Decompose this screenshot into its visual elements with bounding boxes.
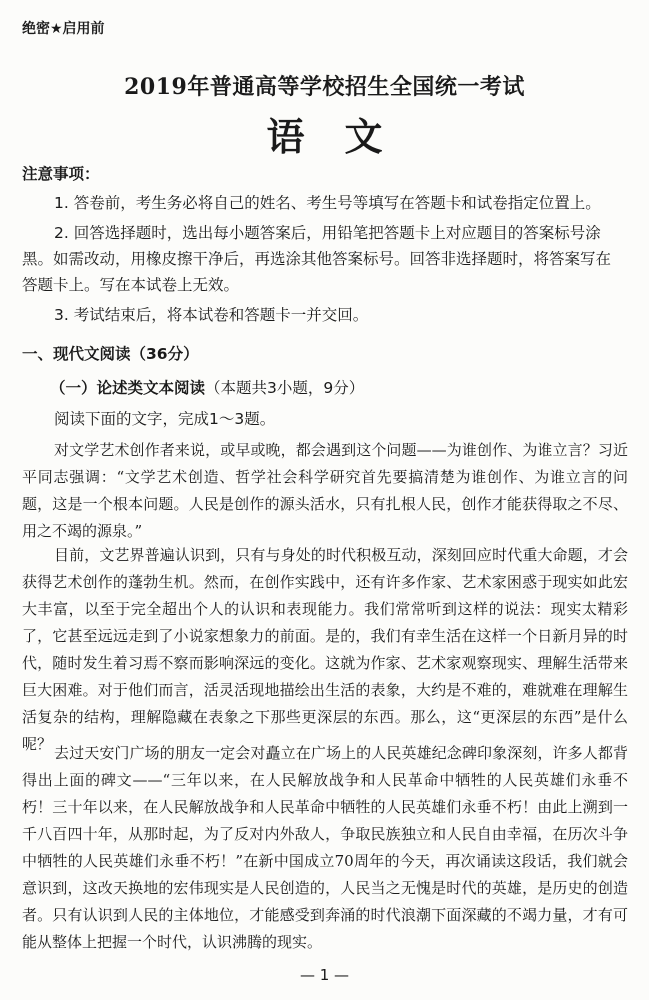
subsection-title <box>50 376 364 398</box>
exam-title: 2019年普通高等学校招生全国统一考试 <box>124 74 525 100</box>
notice-heading: 注意事项： <box>22 165 100 183</box>
subsection-name: （一）论述类文本阅读 <box>50 379 206 397</box>
secret-label: 绝密★启用前 <box>22 21 105 37</box>
passage-paragraph: 去过天安门广场的朋友一定会对矗立在广场上的人民英雄纪念碑印象深刻，许多人都背得出上面的碑文——“三年以来，在人民解放战争和人民革命中牺牲的人民英雄们永垂不朽！三十年以来，在人民解放战争和人民革命中牺牲的人民英雄们永垂不朽！由此上溯到一千八百四十年，从那时起，为了反对内外敌人，争取民族独立和人民自由幸福，在历次斗争中牺牲的人民英雄们永垂不朽！”在新中国成立70周年的今天，再次诵读这段话，我们就会意识到，这改天换地的宏伟现实是人民创造的，人民当之无愧是时代的英雄，是历史的创造者。只有认识到人民的主体地位，才能感受到奔涌的时代浪潮下面深藏的不竭力量，才有可能从整体上把握一个时代，认识沸腾的现实。 <box>22 744 628 951</box>
reading-instruction: 阅读下面的文字，完成1～3题。 <box>54 410 276 428</box>
page-number: — 1 — <box>299 966 350 984</box>
subsection-note: （本题共3小题，9分） <box>205 379 365 397</box>
subject-title: 语文 <box>266 114 423 159</box>
notice-item-1: 1. 答卷前，考生务必将自己的姓名、考生号等填写在答题卡和试卷指定位置上。 <box>54 194 601 212</box>
section-title: 一、现代文阅读（36分） <box>22 345 199 363</box>
notice-item-3: 3. 考试结束后，将本试卷和答题卡一并交回。 <box>54 306 369 324</box>
passage-paragraph: 目前，文艺界普遍认识到，只有与身处的时代积极互动，深刻回应时代重大命题，才会获得艺术创作的蓬勃生机。然而，在创作实践中，还有许多作家、艺术家困惑于现实如此宏大丰富，以至于完全超出个人的认识和表现能力。我们常常听到这样的说法：现实太精彩了，它甚至远远走到了小说家想象力的前面。是的，我们有幸生活在这样一个日新月异的时代，随时发生着习焉不察而影响深远的变化。这就为作家、艺术家观察现实、理解生活带来巨大困难。对于他们而言，活灵活现地描绘出生活的表象，大约是不难的，难就难在理解生活复杂的结构，理解隐藏在表象之下那些更深层的东西。那么，这“更深层的东西”是什么呢？ <box>22 546 628 753</box>
passage-paragraph: 对文学艺术创作者来说，或早或晚，都会遇到这个问题——为谁创作、为谁立言？习近平同志强调：“文学艺术创造、哲学社会科学研究首先要搞清楚为谁创作、为谁立言的问题，这是一个根本问题。人民是创作的源头活水，只有扎根人民，创作才能获得取之不尽、用之不竭的源泉。” <box>22 441 628 540</box>
notice-item-2: 2. 回答选择题时，选出每小题答案后，用铅笔把答题卡上对应题目的答案标号涂黑。如需改动，用橡皮擦干净后，再选涂其他答案标号。回答非选择题时，将答案写在答题卡上。写在本试卷上无效。 <box>22 224 612 294</box>
